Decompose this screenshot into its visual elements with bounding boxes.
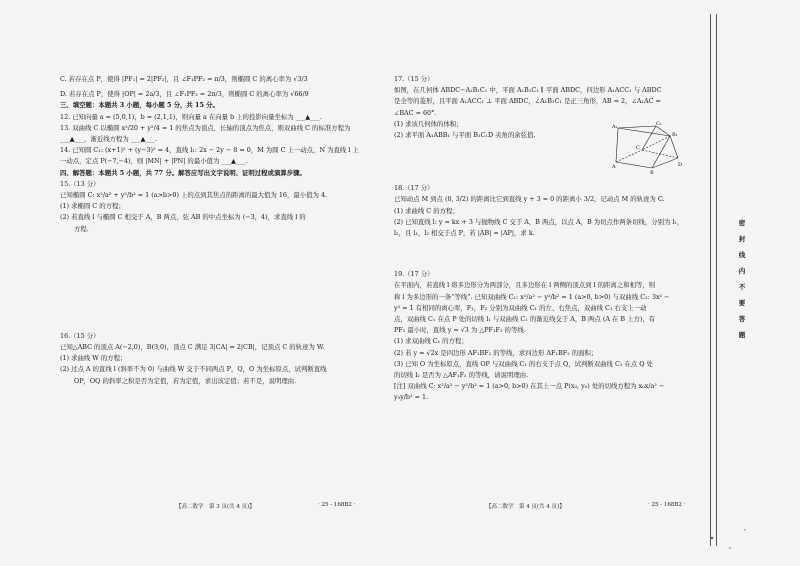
question-16-part1: (1) 求曲线 W 的方程； [60, 354, 127, 363]
fig-label-d: D [678, 162, 683, 168]
question-15-part1: (1) 求椭圆 C 的方程； [60, 202, 125, 211]
question-19-stem-3: y² = 1 有相同的离心率，F₁，F₂ 分别为双曲线 C₁ 的左、右焦点，双曲线 C₁ 右支上一动 [394, 303, 647, 312]
section-fill-blank: 三、填空题：本题共 3 小题，每小题 5 分，共 15 分。 [60, 101, 219, 110]
question-19-part1: (1) 求双曲线 C₁ 的方程； [394, 337, 468, 346]
question-18-stem: 已知动点 M 到点 (0, 3/2) 的距离比它到直线 y + 3 = 0 的距离小 3/2，记动点 M 的轨迹为 C. [394, 195, 665, 204]
question-15-stem: 已知椭圆 C: x²/a² + y²/b² = 1 (a>b>0) 上的点到其焦点的距离的最大值为 16，最小值为 4. [60, 191, 328, 200]
question-19-part3: (3) 已知 O 为坐标原点，直线 OP 与双曲线 C₁ 的右支于点 Q，试判断双曲线 C₁ 在点 Q 处 [394, 359, 653, 368]
fig-label-a1: A₁ [612, 124, 618, 130]
question-15-part2: (2) 若直线 l 与椭圆 C 相交于 A，B 两点，弦 AB 的中点坐标为 (−3，4)，求直线 l 的 [60, 213, 306, 222]
question-19-stem-1: 在平面内，若直线 l 将多边形分为两部分，且多边形在 l 两侧的顶点到 l 的距离之和相等，则 [394, 281, 656, 290]
question-18-title: 18.（17 分） [394, 184, 434, 193]
option-d: D. 若存在点 P，使得 |OP| = 2a/3，且 ∠F₁PF₂ = 2π/3，则椭圆 C 的离心率为 √66/9 [60, 90, 309, 99]
question-16-part2: (2) 过点 A 的直线 l (斜率不为 0) 与曲线 W 交于不同两点 P，Q，O 为坐标原点，试判断直线 [60, 365, 327, 374]
question-19-stem-2: 称 l 为多边形的一条“等线”. 已知双曲线 C₁: x²/a² − y²/b² = 1 (a>0, b>0) 与双曲线 C₂: 3x² − [394, 292, 670, 301]
option-c: C. 若存在点 P，使得 |PF₁| = 2|PF₂|，且 ∠F₁PF₂ = π/3，则椭圆 C 的离心率为 √3/3 [60, 75, 308, 83]
question-17-stem-3: ∠BAC = 60°. [394, 108, 437, 117]
question-13: 13. 双曲线 C 以椭圆 x²/20 + y²/4 = 1 的焦点为顶点，长轴的顶点为焦点，则双曲线 C 的标准方程为 [60, 123, 351, 132]
question-15-part2-cont: 方程. [74, 224, 89, 233]
seal-line-notice: 密 封 线 内 不 要 答 题 [738, 219, 746, 339]
question-18-part2: (2) 已知直线 l: y = kx + 3 与抛物线 C 交于 A，B 两点，以点 A，B 为切点作两条切线，分别为 l₁， [394, 217, 684, 226]
question-17-title: 17.（15 分） [394, 75, 434, 83]
question-19-stem-5: PF₁ 最小时，直线 y = √3 为 △PF₁F₂ 的等线. [394, 326, 526, 335]
question-19-note-cont: y₀y/b² = 1. [394, 393, 429, 402]
fig-label-b1: B₁ [672, 132, 678, 138]
footer-code-right: · 25 - 168B2 · [648, 502, 686, 508]
question-18-part1: (1) 求曲线 C 的方程； [394, 206, 459, 215]
question-19-title: 19.（17 分） [394, 270, 434, 279]
question-17-stem-1: 如图，在几何体 ABDC−A₁B₁C₁ 中，平面 A₁B₁C₁ ∥ 平面 ABDC，四边形 A₁ACC₁ 与 ABDC [394, 86, 662, 95]
question-15-title: 15.（13 分） [60, 179, 100, 188]
question-16-title: 16.（15 分） [60, 331, 100, 340]
question-16-part2-cont: OP，OQ 的斜率之积是否为定值，若为定值，求出该定值；若不是，说明理由. [74, 376, 297, 385]
question-17-part2: (2) 求平面 A₁ABB₁ 与平面 B₁C₁D 夹角的余弦值. [394, 131, 536, 140]
question-17-part1: (1) 求该几何体的体积； [394, 119, 463, 128]
footer-code-left: · 25 - 168B2 · [318, 502, 356, 508]
question-19-part3-cont: 的切线 l₂ 是否为 △AF₁F₂ 的等线，请说明理由. [394, 371, 529, 380]
question-19-stem-4: 点，双曲线 C₁ 在点 P 处的切线 l₁ 与双曲线 C₁ 的渐近线交于 A，B 两点 (A 在 B 上方)，有 [394, 315, 656, 324]
question-14-cont: 一动点，定点 P(−7,−4)，则 |MN| + |PN| 的最小值为 ___▲___. [60, 157, 248, 166]
footer-page4: 【高二数学 第 4 页(共 4 页)】 [486, 504, 565, 510]
question-17-stem-2: 是全等的菱形，且平面 A₁ACC₁ ⊥ 平面 ABDC，∠A₁B₁C₁ 是正三角形，AB = 2，∠A₁AC = [394, 97, 661, 106]
question-14: 14. 已知圆 C₁: (x+1)² + (y−3)² = 4，直线 l₁: 2x − 2y − 8 = 0，M 为圆 C 上一动点，N 为直线 l 上 [60, 146, 359, 155]
question-16-stem: 已知△ABC 的顶点 A(−2,0)，B(3,0)，顶点 C 满足 3|CA| = 2|CB|，记顶点 C 的轨迹为 W. [60, 343, 325, 352]
footer-page3: 【高二数学 第 3 页(共 4 页)】 [176, 504, 255, 510]
question-19-part2: (2) 若 y = √2x 是四边形 AF₁BF₂ 的等线，求四边形 AF₁BF₂ 的面积； [394, 348, 598, 357]
fig-label-a: A [612, 164, 616, 170]
question-19-note: [注] 双曲线 C: x²/a² − y²/b² = 1 (a>0, b>0) 在其上一点 P(x₀, y₀) 处的切线方程为 x₀x/a² − [394, 382, 665, 391]
fig-label-c: C [636, 145, 640, 151]
fig-label-b: B [650, 170, 654, 176]
question-12: 12. 已知向量 a = (5,0,1)，b = (2,1,1)，则向量 a 在向量 b 上的投影向量坐标为 ___▲___. [60, 112, 322, 121]
question-13-cont: ___▲___，渐近线方程为 ___▲___. [60, 135, 157, 144]
question-18-part2-cont: l₂，且 l₁，l₂ 相交于点 P，若 |AB| = |AP|，求 k. [394, 229, 535, 238]
section-answers: 四、解答题：本题共 5 小题，共 77 分。解答应写出文字说明、证明过程或演算步骤。 [60, 168, 306, 177]
fig-label-c1: C₁ [656, 121, 662, 127]
